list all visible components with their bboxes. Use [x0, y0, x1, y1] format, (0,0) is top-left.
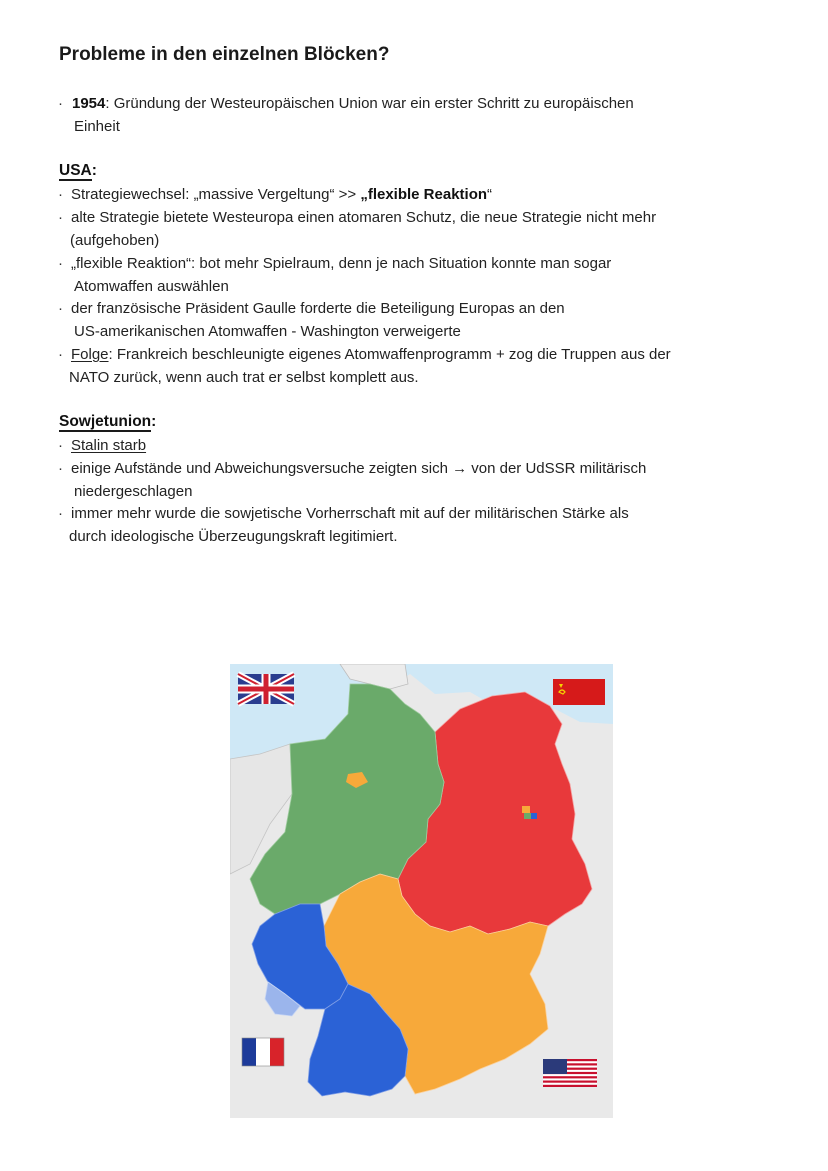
usa-flag-icon	[543, 1059, 597, 1087]
usa-bullet-2-line-2: (aufgehoben)	[70, 232, 160, 249]
map-svg	[230, 664, 613, 1118]
usa-b1-pre: Strategiewechsel: „massive Vergeltung“ >>	[71, 186, 361, 203]
usa-b1-bold: „flexible Reaktion	[360, 186, 488, 203]
usa-bullet-3-line-2: Atomwaffen auswählen	[74, 278, 229, 295]
soviet-heading	[59, 411, 156, 433]
bullet-dot: ·	[58, 460, 63, 477]
bullet-dot: ·	[58, 95, 63, 112]
soviet-bullet-2-line-1: einige Aufstände und Abweichungsversuche zeigten sich → von der UdSSR militärisch	[71, 460, 647, 477]
soviet-bullet-1	[71, 436, 146, 456]
usa-bullet-5-line-1	[71, 345, 671, 365]
bullet-dot: ·	[58, 346, 63, 363]
soviet-heading-label: Sowjetunion	[59, 413, 152, 430]
usa-heading-colon: :	[91, 162, 97, 179]
bullet-dot: ·	[58, 300, 63, 317]
intro-year: 1954	[72, 95, 106, 112]
usa-bullet-2-line-1: alte Strategie bietete Westeuropa einen atomaren Schutz, die neue Strategie nicht mehr	[71, 209, 657, 226]
usa-heading-label: USA	[59, 162, 92, 179]
soviet-b1-text: Stalin starb	[71, 437, 147, 454]
soviet-bullet-3-line-1: immer mehr wurde die sowjetische Vorherrschaft mit auf der militärischen Stärke als	[71, 505, 629, 522]
intro-text-1: : Gründung der Westeuropäischen Union war ein erster Schritt zu europäischen	[105, 95, 634, 112]
bullet-dot: ·	[58, 209, 63, 226]
bullet-dot: ·	[58, 186, 63, 203]
berlin-sectors	[522, 806, 537, 819]
uk-flag-icon	[238, 674, 294, 704]
intro-line-2: Einheit	[74, 118, 120, 135]
bullet-dot: ·	[58, 255, 63, 272]
usa-b1-post: “	[487, 186, 493, 203]
occupation-zones-map	[230, 664, 613, 1118]
usa-bullet-3-line-1: „flexible Reaktion“: bot mehr Spielraum, denn je nach Situation konnte man sogar	[71, 255, 612, 272]
bullet-dot: ·	[58, 437, 63, 454]
usa-bullet-1	[71, 185, 492, 205]
france-flag-icon	[242, 1038, 284, 1066]
soviet-bullet-3-line-2: durch ideologische Überzeugungskraft legitimiert.	[69, 528, 398, 545]
usa-b5-text: : Frankreich beschleunigte eigenes Atomwaffenprogramm + zog die Truppen aus der	[108, 346, 671, 363]
intro-line-1	[72, 94, 634, 114]
ussr-flag-icon	[553, 679, 605, 705]
usa-b5-label: Folge	[71, 346, 109, 363]
bullet-dot: ·	[58, 505, 63, 522]
soviet-heading-colon: :	[151, 413, 157, 430]
usa-bullet-4-line-2: US-amerikanischen Atomwaffen - Washington verweigerte	[74, 323, 461, 340]
page-title: Probleme in den einzelnen Blöcken?	[59, 44, 390, 65]
usa-heading	[59, 160, 97, 182]
usa-bullet-5-line-2: NATO zurück, wenn auch trat er selbst komplett aus.	[69, 369, 419, 386]
usa-bullet-4-line-1: der französische Präsident Gaulle forderte die Beteiligung Europas an den	[71, 300, 565, 317]
soviet-bullet-2-line-2: niedergeschlagen	[74, 483, 193, 500]
